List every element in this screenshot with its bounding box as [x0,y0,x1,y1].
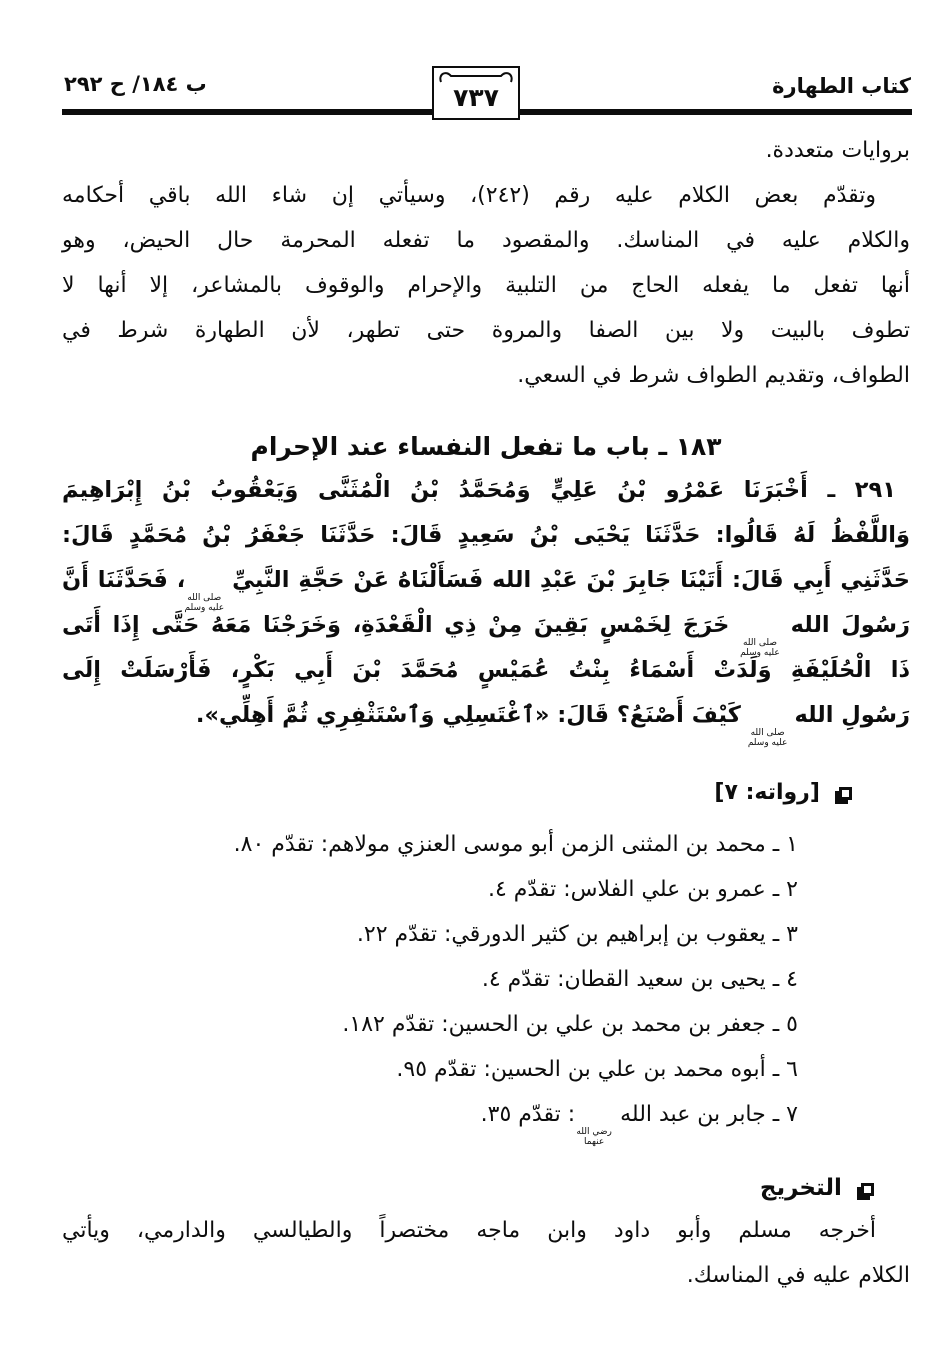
hadith-line: رَسُولِ الله صلى الله عليه وسلم كَيْفَ أَصْنَعُ؟ قَالَ: «ٱغْتَسِلِي وَٱسْتَثْفِرِي ثُمَّ أَهِلِّي». [62,693,910,738]
header-book-title: كتاب الطهارة [772,74,911,98]
narrator-list [62,822,910,1147]
narrator-item: ٤ ـ يحيى بن سعيد القطان: تقدّم ٤. [481,967,798,992]
narrator-item: ٢ ـ عمرو بن علي الفلاس: تقدّم ٤. [487,877,798,902]
page-number-box [432,66,520,120]
narrator-item: ٦ ـ أبوه محمد بن علي بن الحسين: تقدّم ٩٥. [396,1057,798,1082]
section-bullet-icon [839,787,852,800]
hadith-line: ٢٩١ ـ أَخْبَرَنَا عَمْرُو بْنُ عَلِيٍّ وَمُحَمَّدُ بْنُ الْمُثَنَّى وَيَعْقُوبُ بْنُ إِبْرَاهِيمَ [62,477,896,503]
narrators-count-label: [رواته: ٧] [714,780,820,805]
text-line: تطوف بالبيت ولا بين الصفا والمروة حتى تطهر، لأن الطهارة شرط في [62,318,910,343]
narrator-item: ٧ ـ جابر بن عبد الله رضي الله عنهما : تقدّم ٣٥. [62,1092,910,1137]
hadith-line: حَدَّثَنِي أَبِي قَالَ: أَتَيْنَا جَابِرَ بْنَ عَبْدِ الله فَسَأَلْنَاهُ عَنْ حَجَّةِ النَّبِيِّ صلى الله عليه وسلم ، فَحَدَّثَنَا أَنَّ [62,558,910,603]
chapter-heading: ١٨٣ ـ باب ما تفعل النفساء عند الإحرام [250,432,722,461]
text-line: الطواف، وتقديم الطواف شرط في السعي. [517,363,910,388]
saw-symbol: صلى الله عليه وسلم [740,638,780,658]
text-line: أخرجه مسلم وأبو داود وابن ماجه مختصراً والطيالسي والدارمي، ويأتي [62,1218,876,1243]
text-line: أنها تفعل ما يفعله الحاج من التلبية والإحرام والوقوف بالمشاعر، إلا أنها لا [62,273,910,298]
narrator-item: ١ ـ محمد بن المثنى الزمن أبو موسى العنزي مولاهم: تقدّم ٨٠. [233,832,798,857]
takhrij-heading: التخريج [759,1175,842,1201]
hadith-line: ذَا الْحُلَيْفَةِ وَلَدَتْ أَسْمَاءُ بِنْتُ عُمَيْسٍ مُحَمَّدَ بْنَ أَبِي بَكْرٍ، فَأَرْسَلَتْ إِلَى [62,657,910,683]
text-line: والكلام عليه في المناسك. والمقصود ما تفعله المحرمة حال الحيض، وهو [62,228,910,253]
takhrij-paragraph [62,1208,910,1298]
page-number: ٧٣٧ [453,83,499,112]
anhuma-symbol: رضي الله عنهما [576,1127,612,1147]
page-number-ornament-icon [437,69,515,84]
narrator-item: ٣ ـ يعقوب بن إبراهيم بن كثير الدورقي: تقدّم ٢٢. [356,922,798,947]
intro-paragraph [62,128,910,398]
header-chapter-hadith-ref: ب ١٨٤/ ح ٢٩٢ [64,72,207,96]
text-line: وتقدّم بعض الكلام عليه رقم (٢٤٢)، وسيأتي إن شاء الله باقي أحكامه [62,183,877,208]
saw-symbol: صلى الله عليه وسلم [747,728,788,748]
text-line: بروايات متعددة. [765,138,910,163]
section-bullet-icon [861,1183,874,1196]
saw-symbol: صلى الله عليه وسلم [184,593,225,613]
narrator-item: ٥ ـ جعفر بن محمد بن علي بن الحسين: تقدّم ١٨٢. [342,1012,798,1037]
takhrij-section-header [62,1166,910,1211]
hadith-line: رَسُولَ الله صلى الله عليه وسلم خَرَجَ لِخَمْسٍ بَقِينَ مِنْ ذِي الْقَعْدَةِ، وَخَرَجْنَا مَعَهُ حَتَّى إِذَا أَتَى [62,603,910,648]
text-line: الكلام عليه في المناسك. [686,1263,910,1288]
hadith-text [62,468,910,748]
hadith-line: وَاللَّفْظُ لَهُ قَالُوا: حَدَّثَنَا يَحْيَى بْنُ سَعِيدٍ قَالَ: حَدَّثَنَا جَعْفَرُ بْنُ مُحَمَّدٍ قَالَ: [62,522,910,548]
narrators-section-header [62,770,910,815]
